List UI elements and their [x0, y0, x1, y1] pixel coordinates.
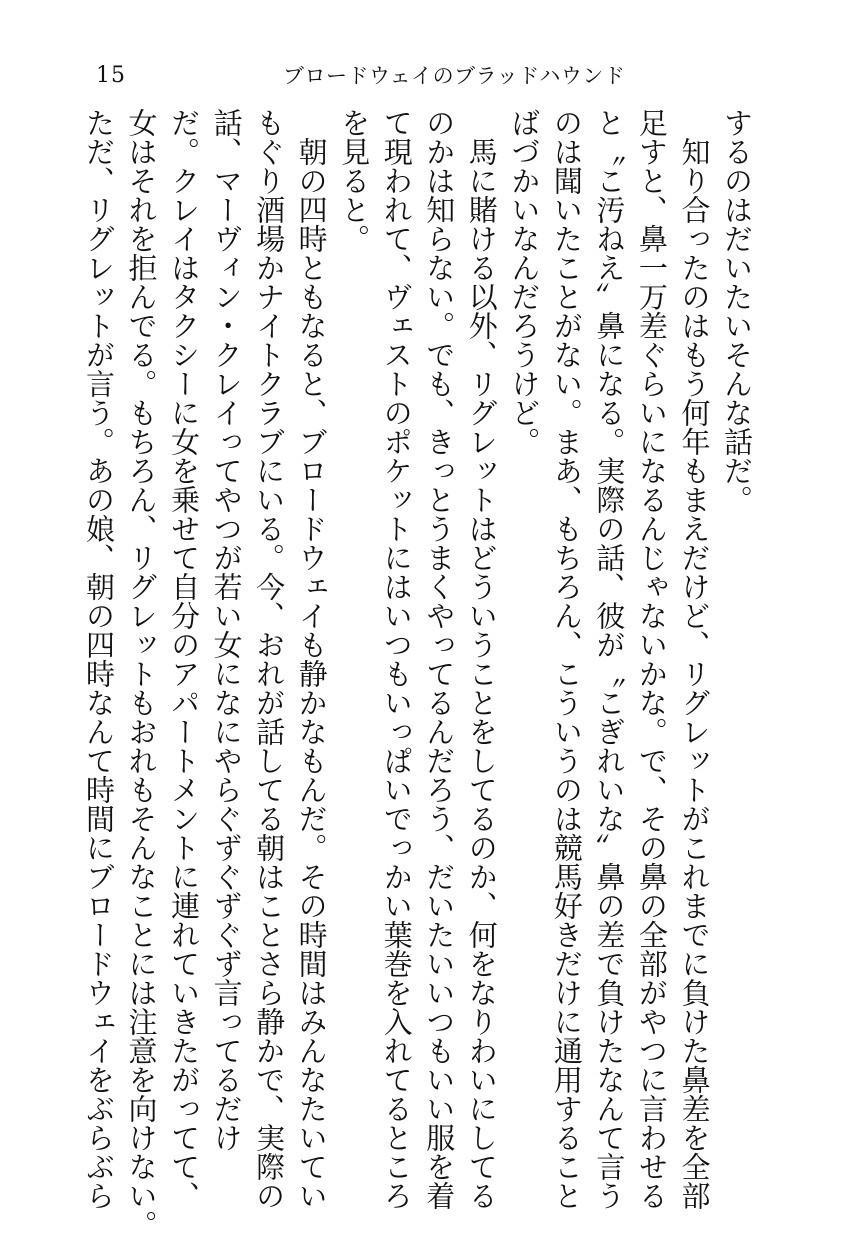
text-line: 話、マーヴィン・クレイってやつが若い女になにやらぐずぐずぐず言ってるだけ [209, 108, 244, 1152]
text-line: ただ、リグレットが言う。あの娘、朝の四時なんて時間にブロードウェイをぶらぶら [82, 108, 116, 1210]
text-line: 朝の四時ともなると、ブロードウェイも静かなもんだ。その時間はみんなたいてい [294, 108, 329, 1210]
text-line: するのはだいたいそんな話だ。 [719, 108, 754, 514]
text-line: のかは知らない。でも、きっとうまくやってるんだろう、だいたいいつもいい服を着 [422, 108, 457, 1210]
text-line: と〝こ汚ねえ〟鼻になる。実際の話、彼が〝こぎれいな〟鼻の差で負けたなんて言う [592, 108, 627, 1210]
text-line: 知り合ったのはもう何年もまえだけど、リグレットがこれまでに負けた鼻差を全部 [677, 108, 712, 1210]
text-line: ばづかいなんだろうけど。 [507, 108, 542, 456]
text-line: て現われて、ヴェストのポケットにはいつもいっぱいでっかい葉巻を入れてるところ [379, 108, 414, 1210]
body-text [80, 108, 756, 1239]
text-line: だ。クレイはタクシーに女を乗せて自分のアパートメントに連れていきたがってて、 [167, 108, 202, 1210]
page-number: 15 [96, 63, 126, 88]
text-line: 足すと、鼻一万差ぐらいになるんじゃないかな。で、その鼻の全部がやつに言わせる [634, 108, 669, 1210]
text-line: を見ると。 [337, 108, 372, 253]
text-line: 女はそれを拒んでる。もちろん、リグレットもおれもそんなことには注意を向けない。 [124, 108, 159, 1239]
text-line: のは聞いたことがない。まあ、もちろん、こういうのは競馬好きだけに通用すること [549, 108, 584, 1210]
running-header-title: ブロードウェイのブラッドハウンド [283, 64, 626, 88]
text-line: もぐり酒場かナイトクラブにいる。今、おれが話してる朝はことさら静かで、実際の [252, 108, 287, 1210]
text-line: 馬に賭ける以外、リグレットはどういうことをしてるのか、何をなりわいにしてる [464, 108, 499, 1210]
